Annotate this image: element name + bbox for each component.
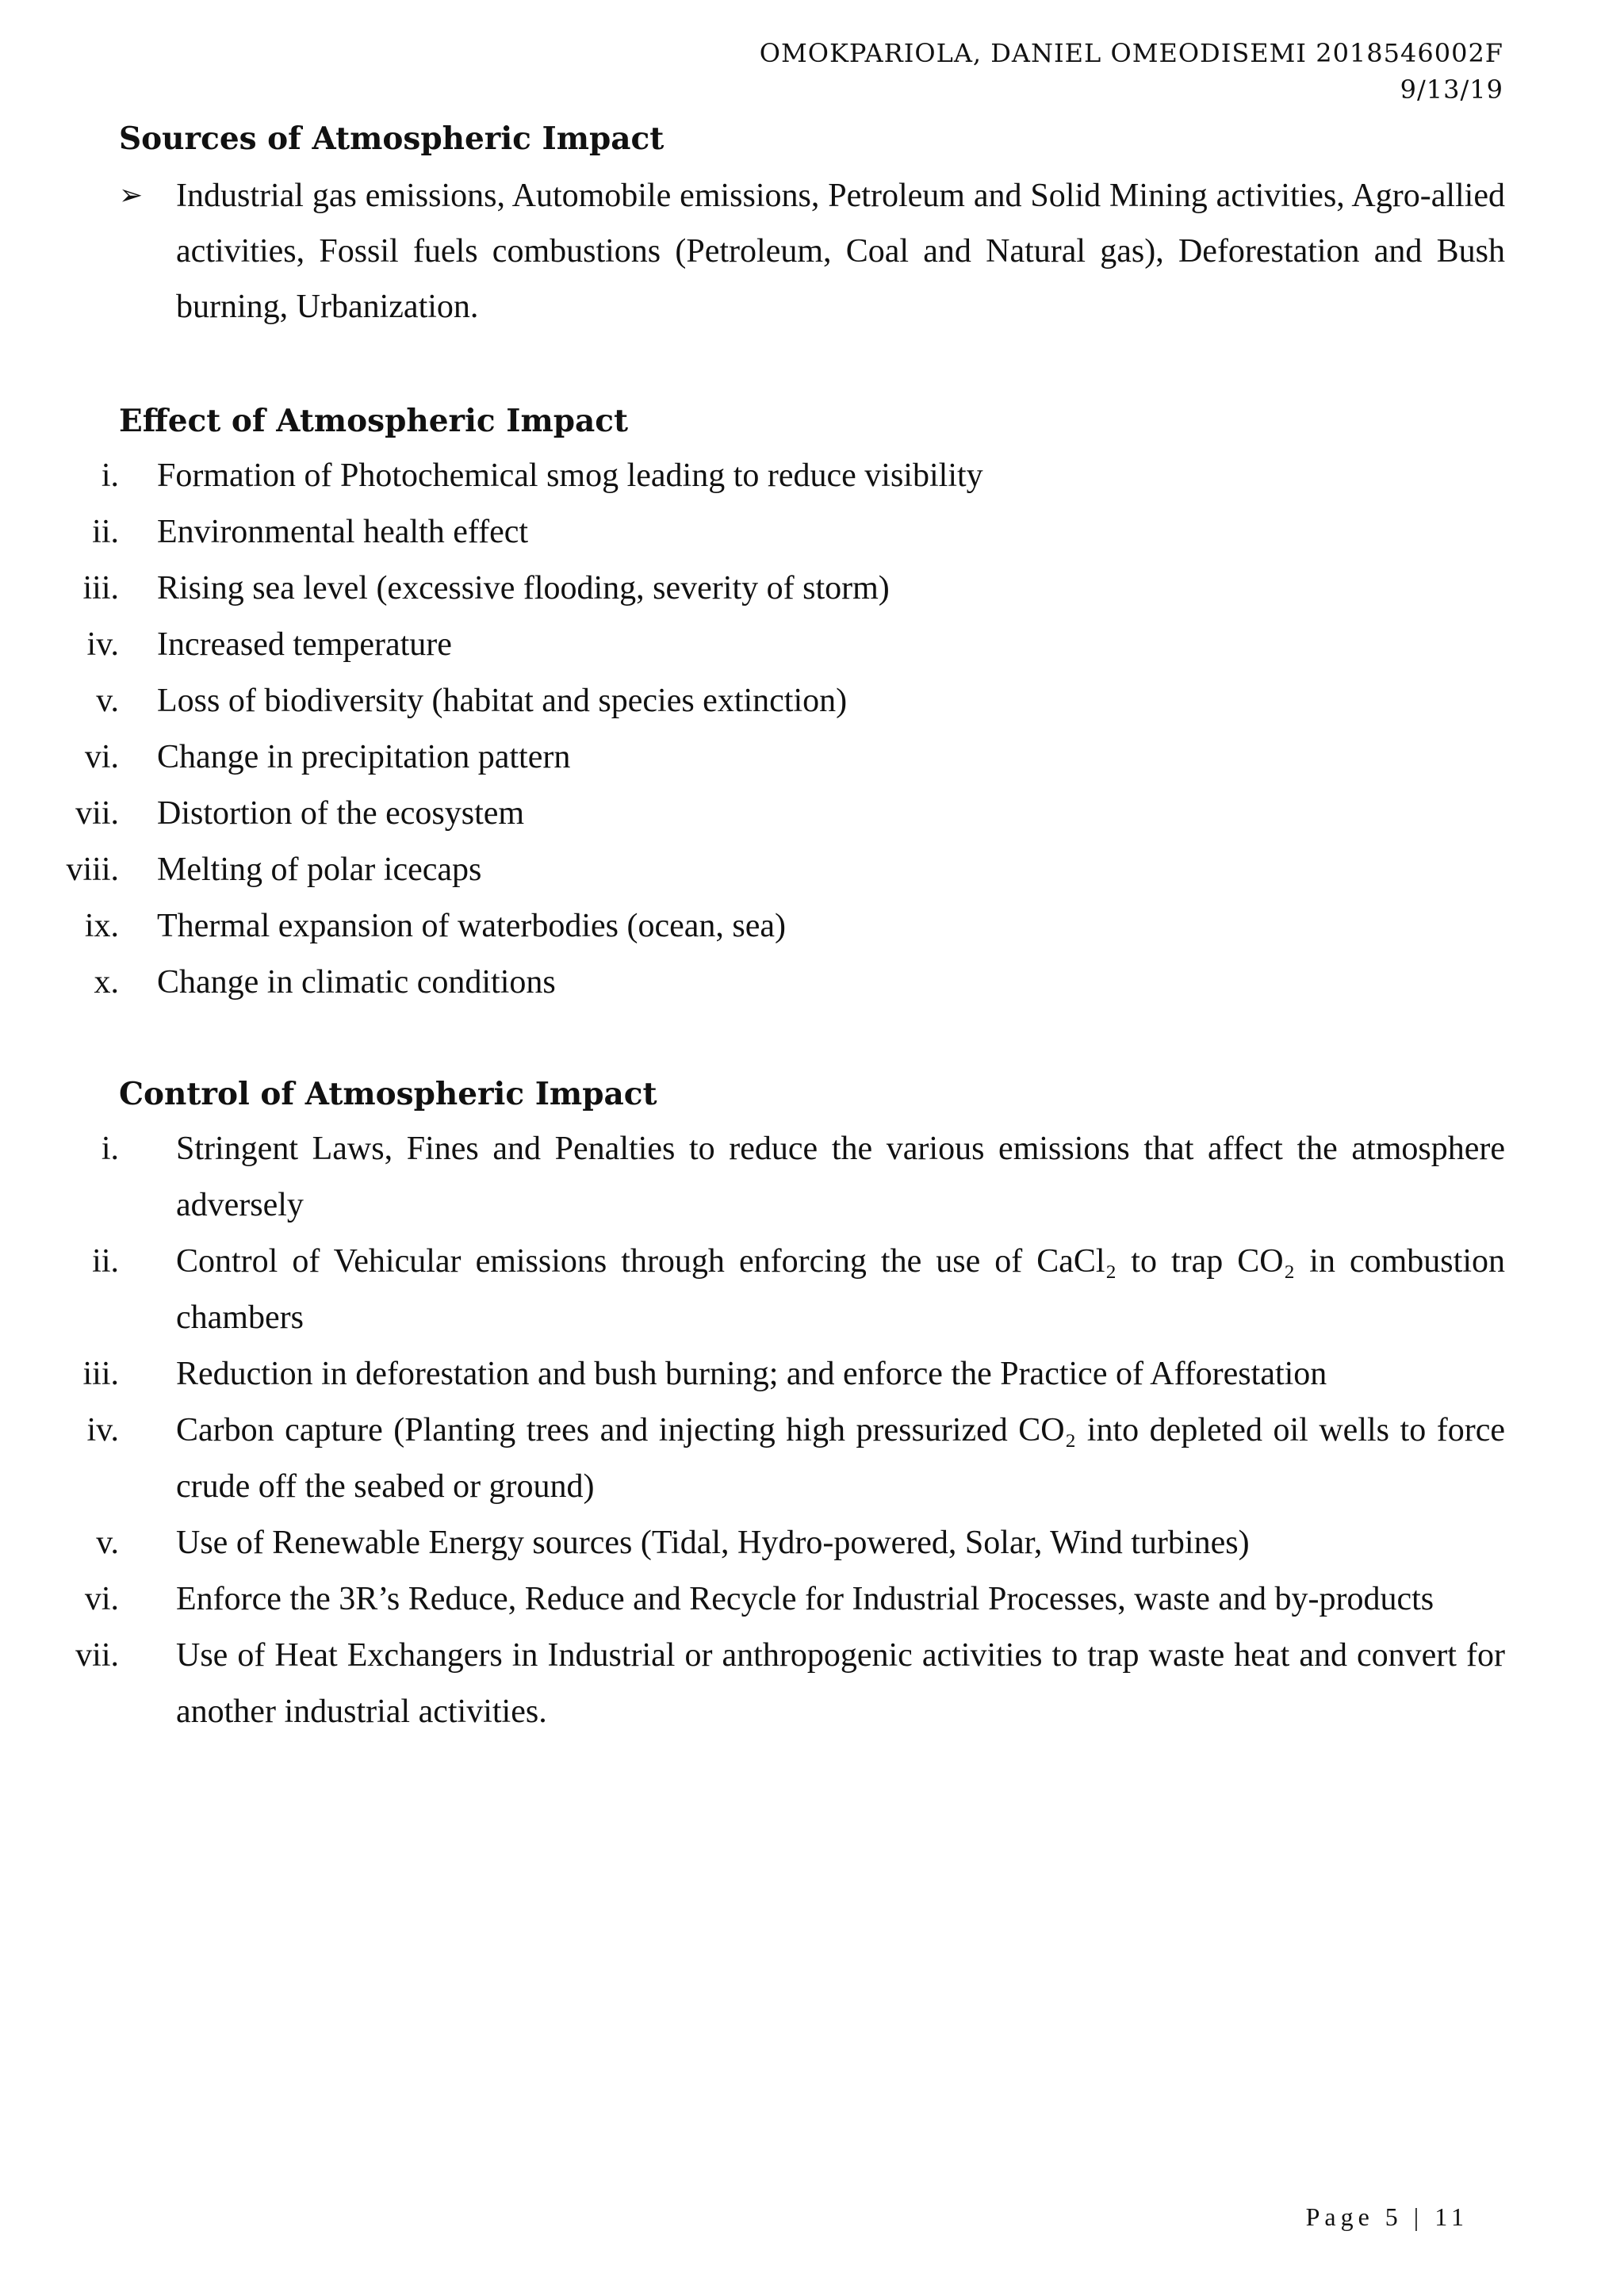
list-item-text: Change in precipitation pattern [157,739,571,775]
list-item [0,504,1624,561]
list-item-text: Reduction in deforestation and bush burning; and enforce the Practice of Afforestation [176,1356,1327,1392]
list-item [0,786,1624,842]
author-line: OMOKPARIOLA, DANIEL OMEODISEMI 2018546002F [759,38,1503,68]
list-item-number: v. [96,683,119,719]
list-item-number: iii. [82,1356,119,1392]
list-item [0,1346,1624,1402]
list-item [0,1571,1624,1628]
controls-title: Control of Atmospheric Impact [119,1076,657,1112]
list-item-number: v. [96,1525,119,1561]
list-item-text: Melting of polar icecaps [157,851,482,888]
list-item-text: Stringent Laws, Fines and Penalties to reduce the various emissions that affect the atmosphere adversely [176,1131,1505,1223]
list-item-text: Environmental health effect [157,514,529,550]
page-number: Page 5 | 11 [1305,2202,1469,2231]
list-item [0,729,1624,786]
list-item-text: Enforce the 3R’s Reduce, Reduce and Recycle for Industrial Processes, waste and by-products [176,1581,1434,1617]
list-item-text: Rising sea level (excessive flooding, severity of storm) [157,570,890,607]
list-item [0,1121,1624,1234]
list-item-text: Formation of Photochemical smog leading to reduce visibility [157,457,983,494]
list-item-number: vi. [84,1581,119,1617]
list-item-text: Use of Heat Exchangers in Industrial or anthropogenic activities to trap waste heat and convert for another industrial activities. [176,1637,1505,1730]
list-item [0,955,1624,1011]
list-item-number: i. [101,457,119,494]
list-item [0,1628,1624,1740]
list-item-text: Distortion of the ecosystem [157,795,525,832]
list-item-number: iv. [86,1412,119,1448]
list-item [0,1402,1624,1515]
controls-list [0,1121,1624,1740]
sources-title: Sources of Atmospheric Impact [119,121,665,157]
list-item-number: x. [94,964,119,1001]
list-item-number: vii. [75,1637,119,1674]
list-item [0,673,1624,729]
arrow-bullet-icon: ➢ [119,179,144,212]
list-item-text: Use of Renewable Energy sources (Tidal, Hydro-powered, Solar, Wind turbines) [176,1525,1250,1561]
list-item-number: iii. [82,570,119,607]
list-item [0,617,1624,673]
list-item-text: Increased temperature [157,626,452,663]
list-item-number: ii. [92,1243,119,1280]
list-item-number: viii. [66,851,119,888]
list-item-number: vi. [84,739,119,775]
sources-text: Industrial gas emissions, Automobile emissions, Petroleum and Solid Mining activities, Agro-allied activities, Fossil fuels combustions (Petroleum, Coal and Natural gas), Deforestation and Bush burning, Urbanization. [176,178,1505,325]
header-date: 9/13/19 [1400,75,1503,105]
list-item-text: Thermal expansion of waterbodies (ocean, sea) [157,908,786,944]
list-item [0,1234,1624,1346]
list-item-text: Carbon capture (Planting trees and injecting high pressurized CO₂ into depleted oil wells to force crude off the seabed or ground) [176,1412,1505,1505]
list-item-text: Change in climatic conditions [157,964,556,1001]
effects-title: Effect of Atmospheric Impact [119,403,629,439]
page-header [760,35,1503,108]
list-item [0,898,1624,955]
effects-list [0,448,1624,1011]
list-item [0,448,1624,504]
list-item [0,842,1624,898]
list-item-number: i. [101,1131,119,1167]
list-item-text: Control of Vehicular emissions through enforcing the use of CaCl₂ to trap CO₂ in combustion chambers [176,1243,1505,1336]
list-item-text: Loss of biodiversity (habitat and species extinction) [157,683,848,719]
list-item [0,1515,1624,1571]
list-item-number: ii. [92,514,119,550]
list-item [0,561,1624,617]
list-item-number: ix. [84,908,119,944]
list-item-number: iv. [86,626,119,663]
list-item-number: vii. [75,795,119,832]
